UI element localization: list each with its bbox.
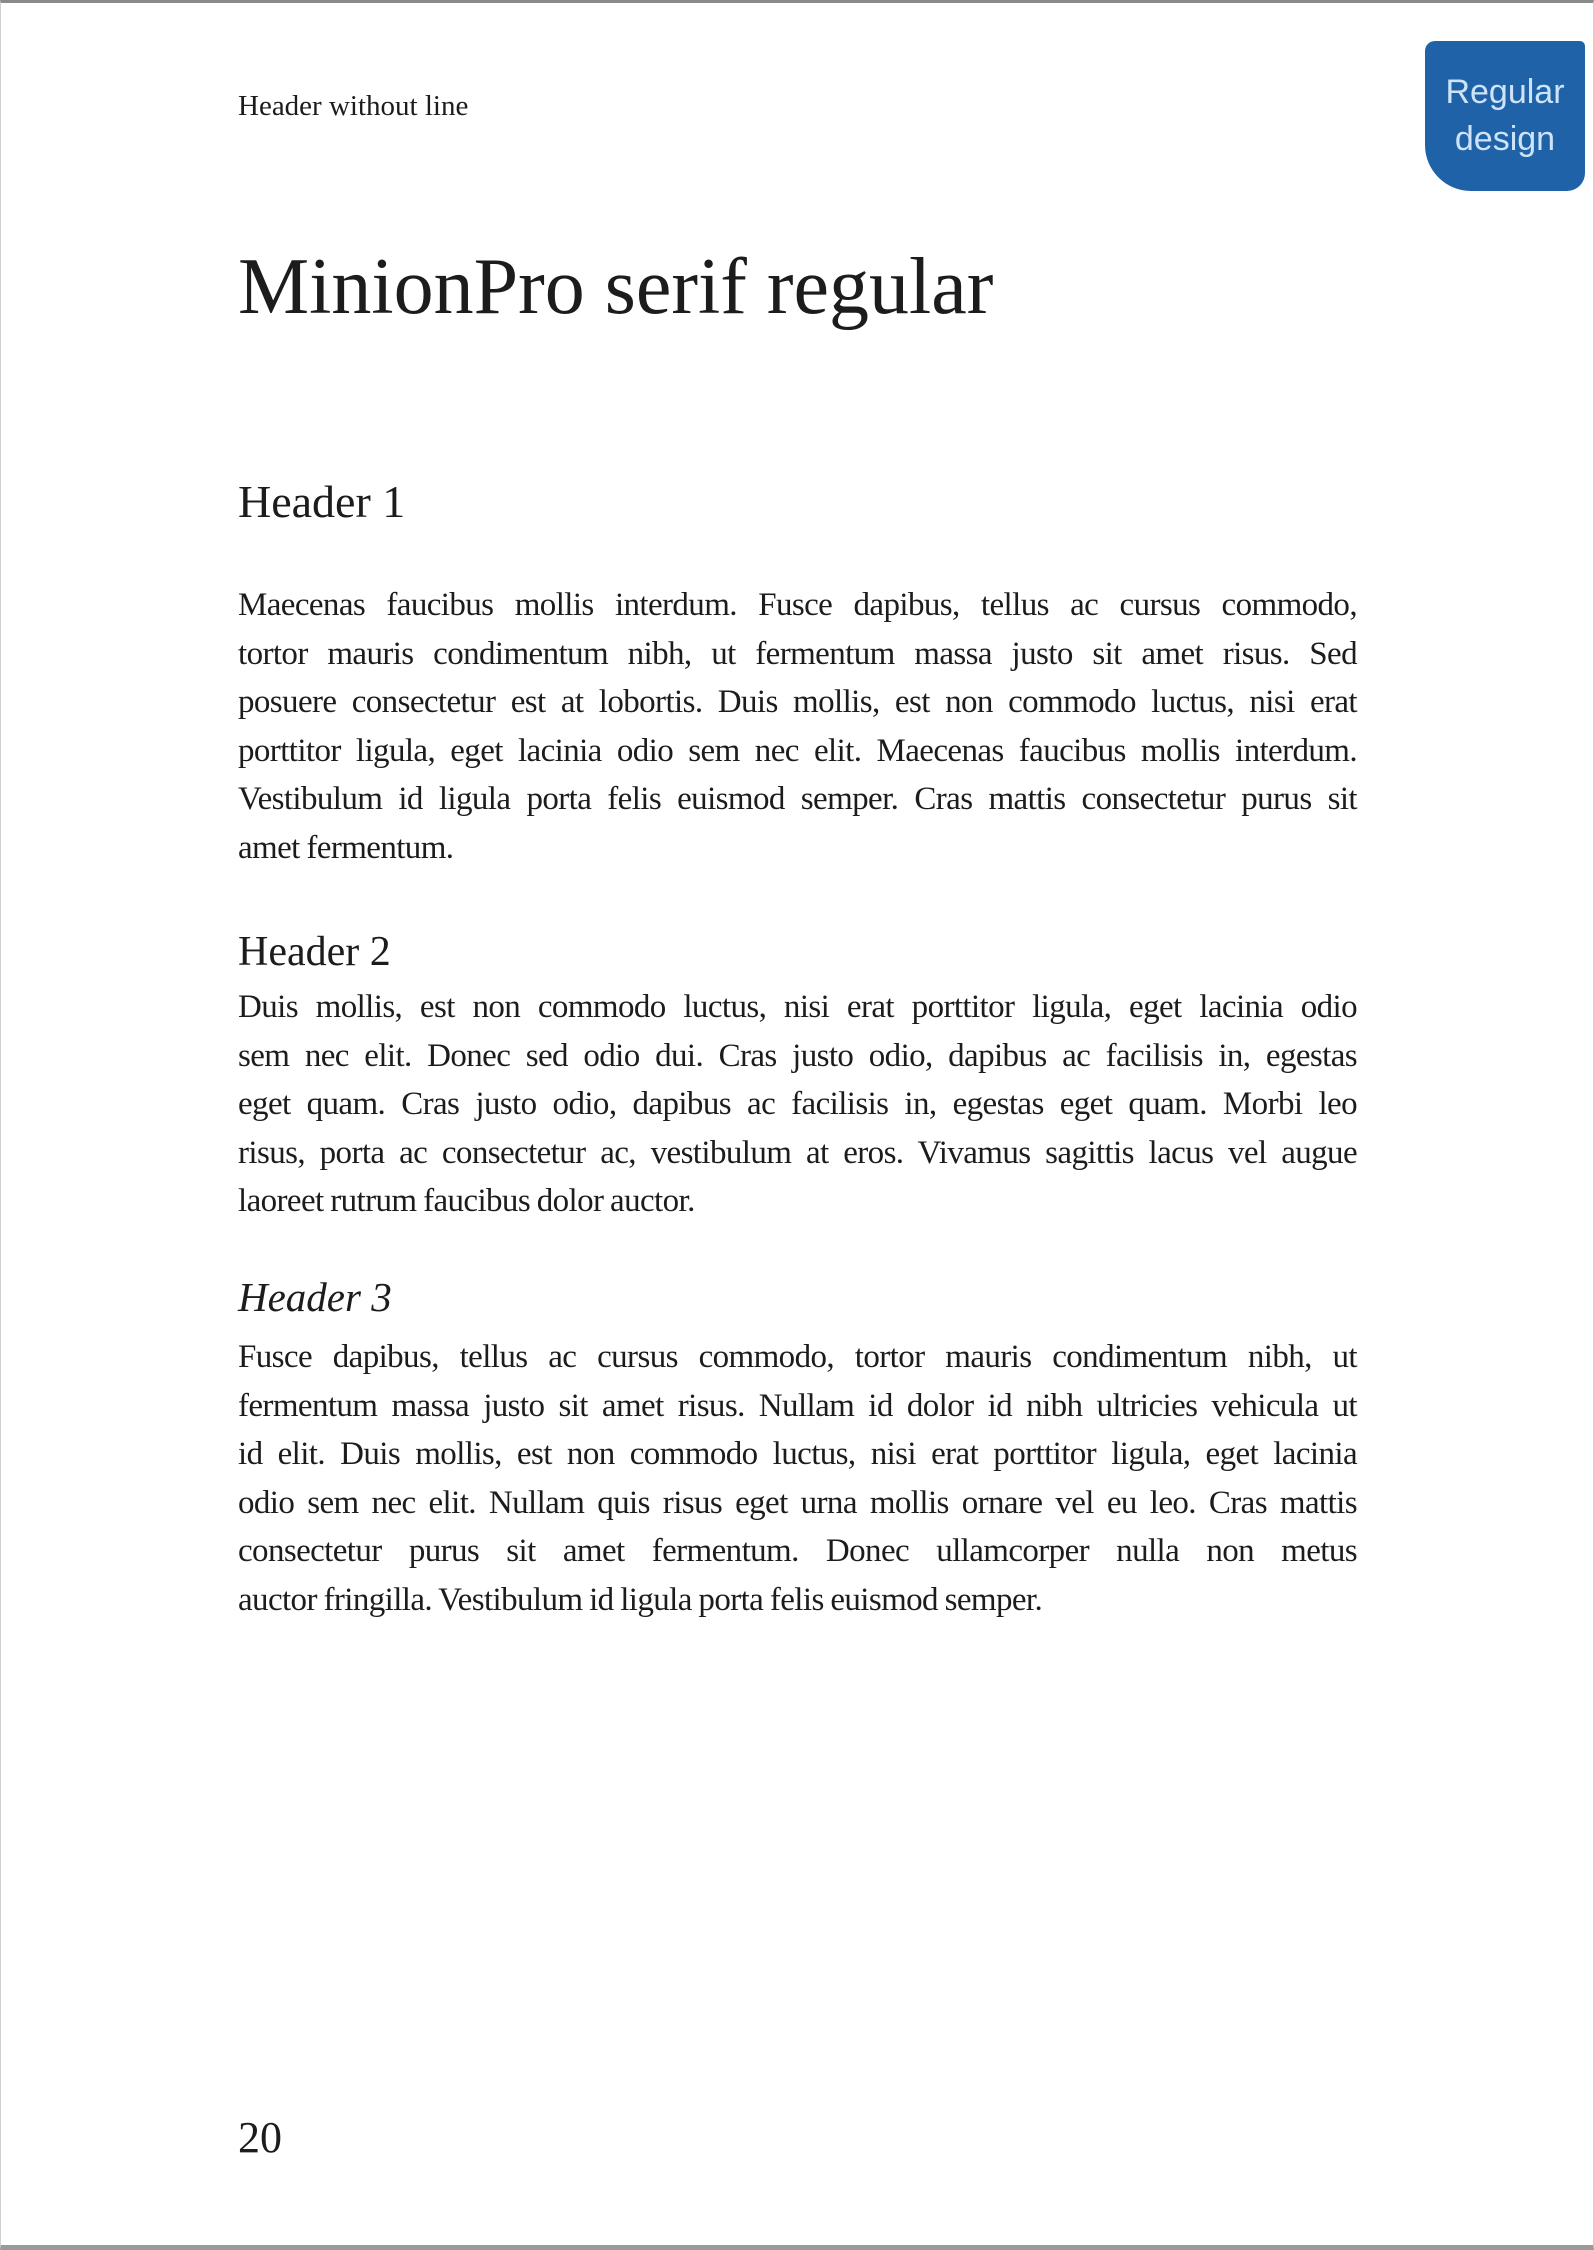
text-line: Duis mollis, est non commodo luctus, nisi erat porttitor ligula, eget lacinia odio bbox=[238, 989, 1357, 1025]
badge-line-2: design bbox=[1454, 120, 1556, 158]
text-line: Fusce dapibus, tellus ac cursus commodo, tortor mauris condimentum nibh, ut bbox=[238, 1339, 1357, 1375]
paragraph-2 bbox=[238, 983, 1357, 1226]
badge-line-1: Regular bbox=[1445, 73, 1565, 111]
text-line: Maecenas faucibus mollis interdum. Fusce dapibus, tellus ac cursus commodo, bbox=[238, 587, 1357, 623]
text-line: risus, porta ac consectetur ac, vestibulum at eros. Vivamus sagittis lacus vel augue bbox=[238, 1134, 1357, 1171]
text-line: id elit. Duis mollis, est non commodo luctus, nisi erat porttitor ligula, eget lacinia bbox=[238, 1436, 1357, 1472]
text-line: fermentum massa justo sit amet risus. Nullam id dolor id nibh ultricies vehicula ut bbox=[238, 1387, 1357, 1424]
section-heading-1: Header 1 bbox=[238, 476, 406, 527]
text-line: tortor mauris condimentum nibh, ut fermentum massa justo sit amet risus. Sed bbox=[238, 635, 1357, 672]
section-heading-3: Header 3 bbox=[238, 1274, 392, 1320]
text-line: consectetur purus sit amet fermentum. Donec ullamcorper nulla non metus bbox=[238, 1533, 1357, 1569]
text-line: posuere consectetur est at lobortis. Duis mollis, est non commodo luctus, nisi erat bbox=[238, 684, 1357, 720]
running-header: Header without line bbox=[238, 90, 469, 122]
text-line: porttitor ligula, eget lacinia odio sem nec elit. Maecenas faucibus mollis interdum. bbox=[238, 732, 1357, 769]
design-badge bbox=[1425, 41, 1585, 191]
text-line: laoreet rutrum faucibus dolor auctor. bbox=[238, 1183, 695, 1219]
page-title: MinionPro serif regular bbox=[238, 243, 994, 331]
text-line: amet fermentum. bbox=[238, 829, 454, 866]
text-line: Vestibulum id ligula porta felis euismod semper. Cras mattis consectetur purus sit bbox=[238, 781, 1357, 817]
section-heading-2: Header 2 bbox=[238, 929, 391, 975]
paragraph-3 bbox=[238, 1333, 1357, 1624]
text-line: odio sem nec elit. Nullam quis risus eget urna mollis ornare vel eu leo. Cras mattis bbox=[238, 1484, 1357, 1521]
text-line: eget quam. Cras justo odio, dapibus ac facilisis in, egestas eget quam. Morbi leo bbox=[238, 1086, 1357, 1122]
paragraph-1 bbox=[238, 581, 1357, 872]
text-line: auctor fringilla. Vestibulum id ligula porta felis euismod semper. bbox=[238, 1581, 1043, 1618]
text-line: sem nec elit. Donec sed odio dui. Cras justo odio, dapibus ac facilisis in, egestas bbox=[238, 1037, 1357, 1074]
page-number: 20 bbox=[238, 2113, 282, 2162]
